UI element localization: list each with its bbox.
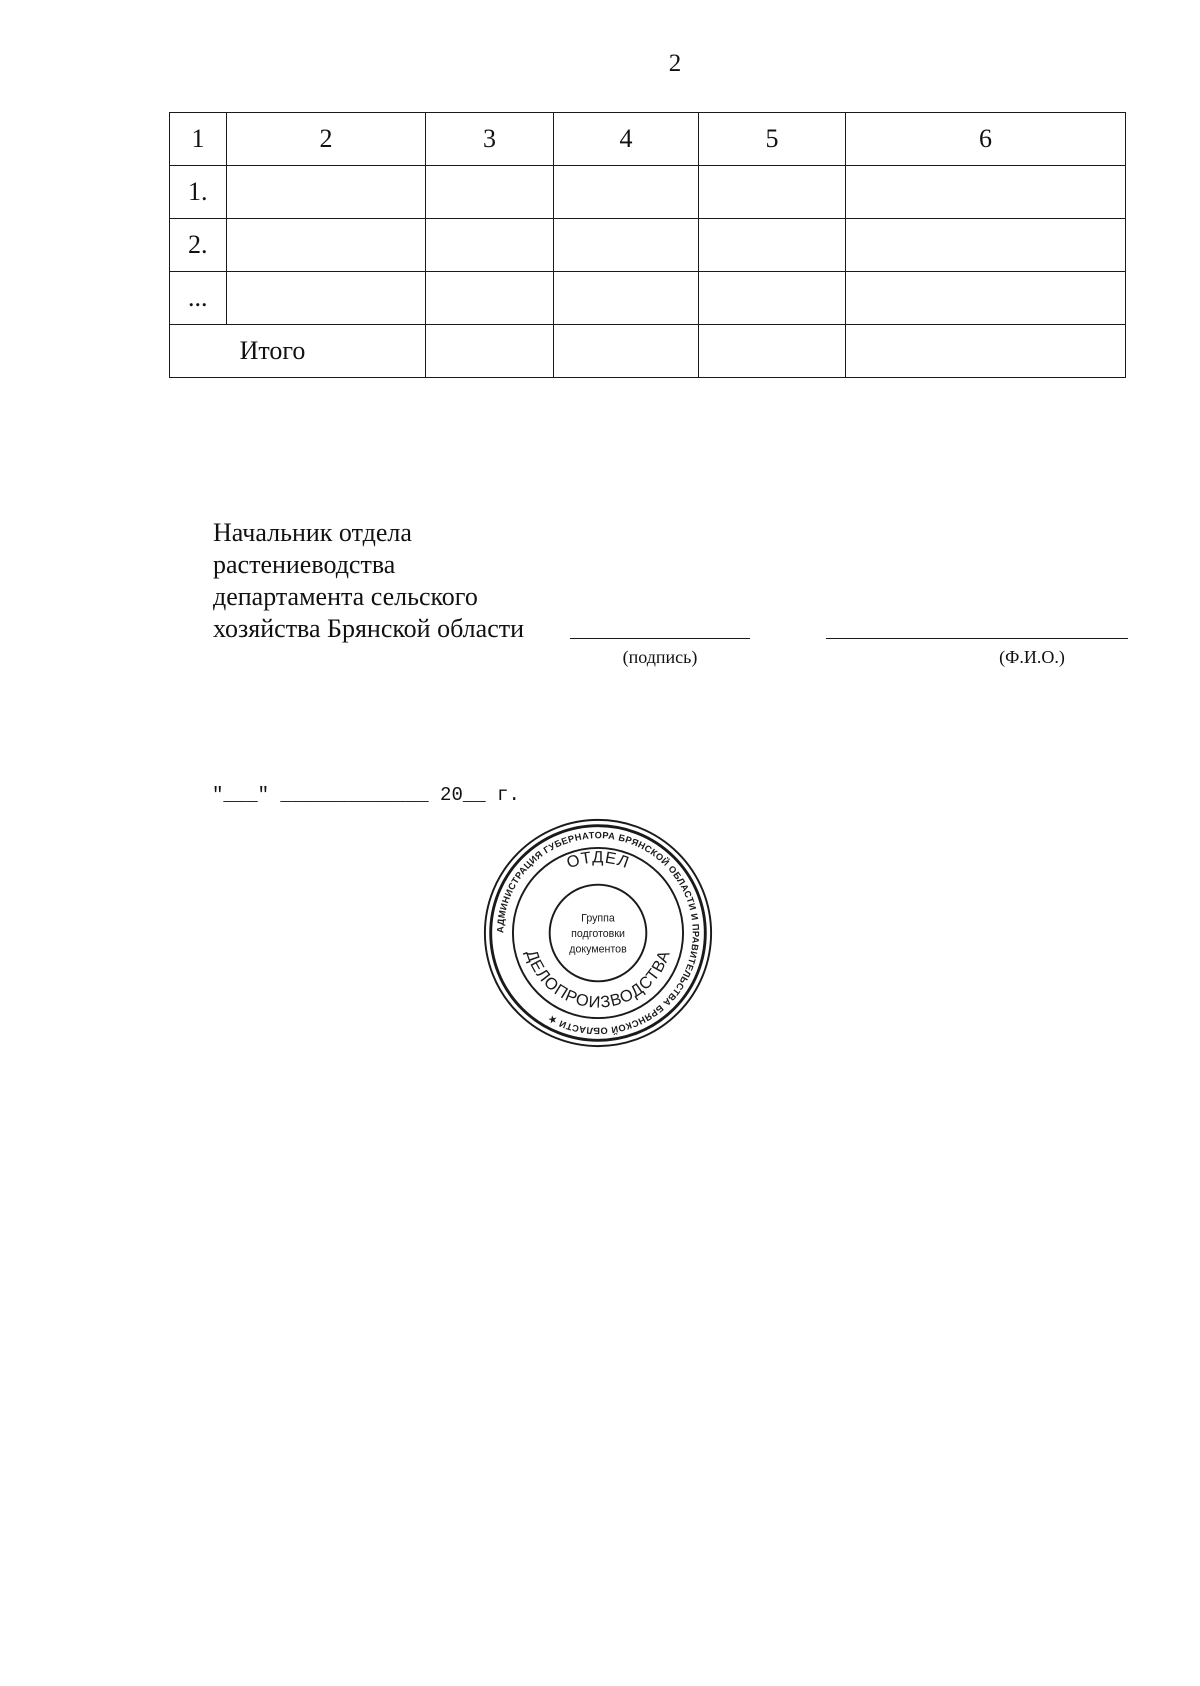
table-cell — [426, 219, 554, 272]
position-line: департамента сельского — [213, 582, 478, 611]
table-cell — [227, 219, 426, 272]
table-cell — [699, 219, 846, 272]
signatory-position — [213, 517, 524, 645]
table-cell — [699, 166, 846, 219]
total-label: Итого — [170, 325, 426, 378]
svg-text:ОТДЕЛ — [564, 848, 632, 872]
column-header: 5 — [699, 113, 846, 166]
position-line: растениеводства — [213, 550, 396, 579]
name-caption: (Ф.И.О.) — [999, 647, 1065, 667]
row-number: ... — [170, 272, 227, 325]
table-cell — [554, 166, 699, 219]
table-cell — [846, 219, 1126, 272]
table-total-row — [170, 325, 1126, 378]
table-cell — [554, 272, 699, 325]
table-header-row — [170, 113, 1126, 166]
date-line: "___" _____________ 20__ г. — [212, 784, 520, 806]
svg-text:ДЕЛОПРОИЗВОДСТВА — [522, 948, 674, 1012]
column-header: 2 — [227, 113, 426, 166]
seal-outer-text: АДМИНИСТРАЦИЯ ГУБЕРНАТОРА БРЯНСКОЙ ОБЛАСТИ И ПРАВИТЕЛЬСТВА БРЯНСКОЙ ОБЛАСТИ ★ — [495, 830, 701, 1036]
table-cell — [699, 272, 846, 325]
row-number: 2. — [170, 219, 227, 272]
row-number: 1. — [170, 166, 227, 219]
table-cell — [426, 272, 554, 325]
page-number: 2 — [668, 50, 682, 77]
position-line: Начальник отдела — [213, 518, 412, 547]
table-cell — [846, 325, 1126, 378]
official-seal — [482, 817, 714, 1049]
column-header: 1 — [170, 113, 227, 166]
signature-caption: (подпись) — [622, 647, 698, 667]
report-table — [169, 112, 1126, 378]
table-cell — [554, 325, 699, 378]
table-cell — [426, 325, 554, 378]
signature-line — [570, 638, 750, 639]
table-cell — [554, 219, 699, 272]
table-row — [170, 219, 1126, 272]
seal-ring-top-text: ОТДЕЛ — [564, 848, 632, 873]
column-header: 4 — [554, 113, 699, 166]
table-row — [170, 272, 1126, 325]
seal-ring-bottom-text: ДЕЛОПРОИЗВОДСТВА — [522, 947, 674, 1012]
table-cell — [846, 166, 1126, 219]
name-line — [826, 638, 1128, 639]
seal-center-line: Группа — [581, 912, 615, 925]
table-cell — [699, 325, 846, 378]
column-header: 3 — [426, 113, 554, 166]
table-cell — [227, 272, 426, 325]
seal-center-line: документов — [569, 943, 627, 956]
table-row — [170, 166, 1126, 219]
table-cell — [426, 166, 554, 219]
table-cell — [227, 166, 426, 219]
seal-center-line: подготовки — [571, 927, 625, 940]
position-line: хозяйства Брянской области — [213, 614, 525, 643]
table-cell — [846, 272, 1126, 325]
column-header: 6 — [846, 113, 1126, 166]
